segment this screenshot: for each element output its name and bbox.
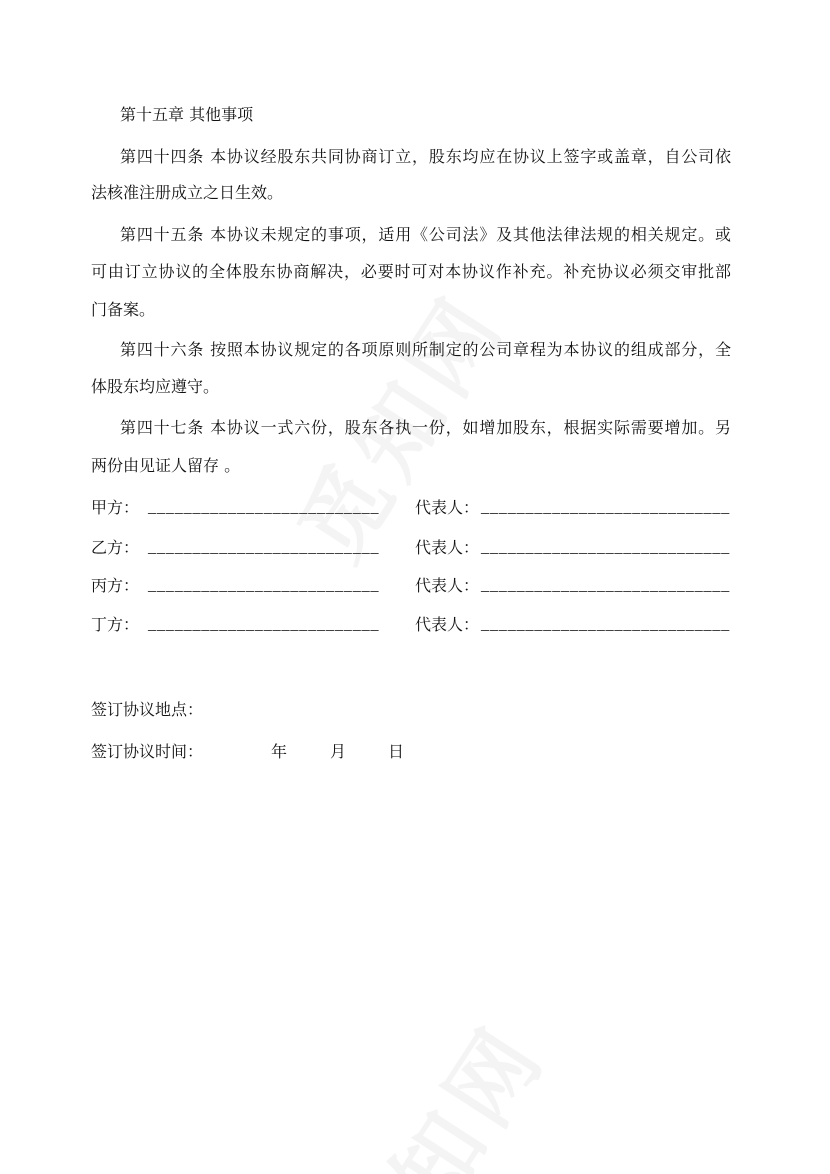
representative-signature-blank: ____________________________ — [481, 577, 731, 594]
party-signature-blank: __________________________ — [148, 577, 380, 594]
article-47-line-2: 两份由见证人留存 。 — [91, 456, 241, 475]
signing-day-label: 日 — [388, 742, 405, 761]
signature-row-ding — [0, 615, 830, 635]
representative-signature-blank: ____________________________ — [481, 499, 731, 516]
signing-month-label: 月 — [330, 742, 347, 761]
article-45-line-1: 第四十五条 本协议未规定的事项，适用《公司法》及其他法律法规的相关规定。或 — [120, 225, 731, 244]
party-label: 乙方： — [91, 538, 140, 557]
article-44-line-2: 法核准注册成立之日生效。 — [91, 183, 284, 202]
representative-label: 代表人： — [415, 538, 480, 557]
article-45-line-3: 门备案。 — [91, 300, 156, 319]
representative-label: 代表人： — [415, 615, 480, 634]
party-label: 丙方： — [91, 576, 140, 595]
article-47-line-1: 第四十七条 本协议一式六份，股东各执一份，如增加股东，根据实际需要增加。另 — [120, 418, 731, 437]
party-label: 丁方： — [91, 615, 140, 634]
party-signature-blank: __________________________ — [148, 499, 380, 516]
signature-row-bing — [0, 576, 830, 596]
signing-time-label: 签订协议时间： — [91, 742, 204, 761]
representative-label: 代表人： — [415, 498, 480, 517]
chapter-title: 第十五章 其他事项 — [120, 105, 254, 124]
representative-label: 代表人： — [415, 576, 480, 595]
signing-place-label: 签订协议地点： — [91, 700, 204, 719]
article-46-line-2: 体股东均应遵守。 — [91, 377, 220, 396]
party-label: 甲方： — [91, 498, 140, 517]
party-signature-blank: __________________________ — [148, 616, 380, 633]
representative-signature-blank: ____________________________ — [481, 616, 731, 633]
article-46-line-1: 第四十六条 按照本协议规定的各项原则所制定的公司章程为本协议的组成部分，全 — [120, 340, 731, 359]
signing-year-label: 年 — [271, 742, 288, 761]
signature-row-yi — [0, 538, 830, 558]
watermark — [304, 995, 570, 1174]
article-44-line-1: 第四十四条 本协议经股东共同协商订立，股东均应在协议上签字或盖章，自公司依 — [120, 147, 731, 166]
representative-signature-blank: ____________________________ — [481, 539, 731, 556]
party-signature-blank: __________________________ — [148, 539, 380, 556]
article-45-line-2: 可由订立协议的全体股东协商解决，必要时可对本协议作补充。补充协议必须交审批部 — [91, 262, 731, 281]
signature-row-jia — [0, 498, 830, 518]
